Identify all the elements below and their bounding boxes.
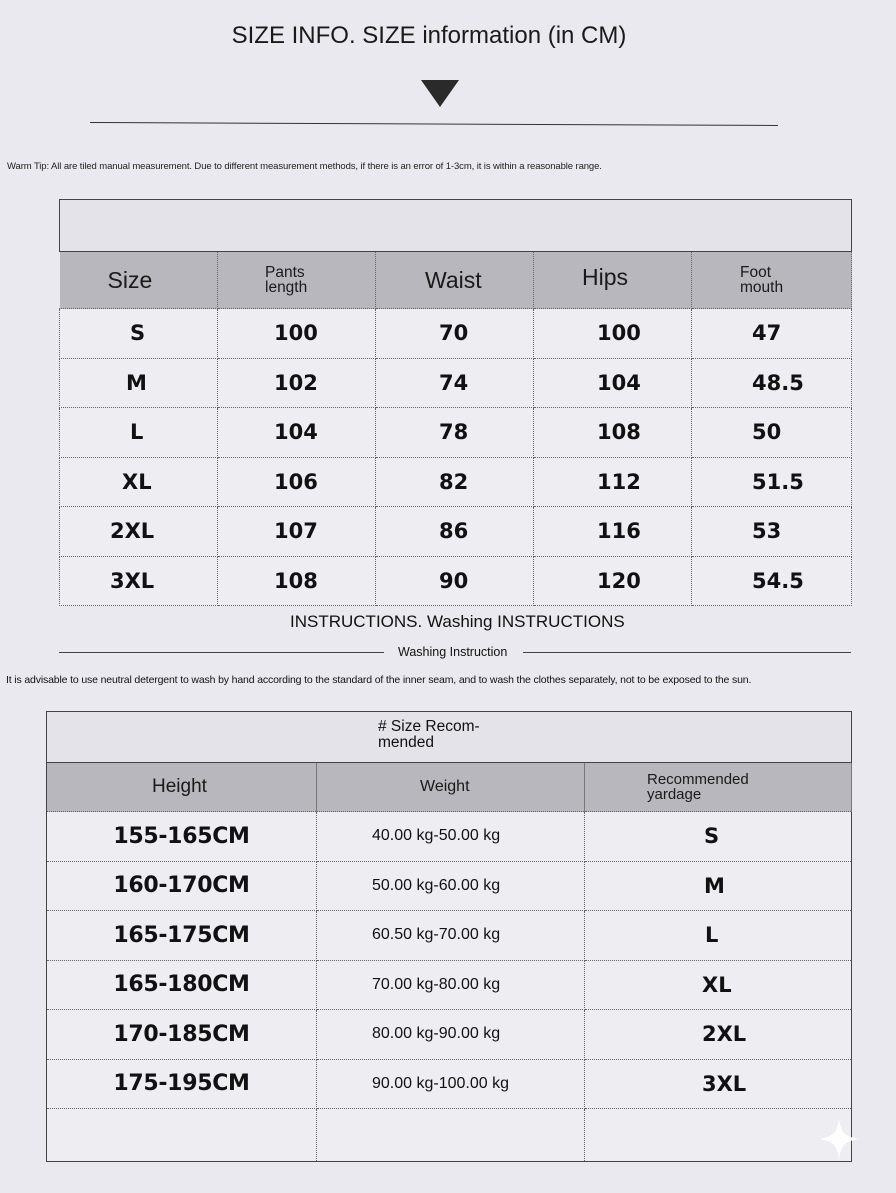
cell-waist: 70 (376, 309, 534, 359)
page-title: SIZE INFO. SIZE information (in CM) (231, 22, 627, 49)
cell-waist: 86 (376, 507, 534, 557)
cell-yardage: 2XL (585, 1010, 852, 1060)
cell-height: 165-180CM (47, 960, 317, 1010)
cell-weight: 60.50 kg-70.00 kg (317, 911, 585, 961)
cell-height: 165-175CM (47, 911, 317, 961)
cell-weight: 80.00 kg-90.00 kg (317, 1010, 585, 1060)
cell-pants-length: 108 (218, 556, 376, 606)
header-foot-mouth: Foot mouth (692, 252, 852, 309)
cell-yardage: M (585, 861, 852, 911)
cell-size: L (60, 408, 218, 458)
cell-hips: 100 (534, 309, 692, 359)
cell-weight: 70.00 kg-80.00 kg (317, 960, 585, 1010)
cell-size: S (60, 309, 218, 359)
cell-size: 3XL (60, 556, 218, 606)
size-table (59, 199, 852, 606)
divider (90, 122, 778, 126)
cell-height: 155-165CM (47, 812, 317, 862)
header-pants-length: Pants length (218, 252, 376, 309)
cell-yardage: XL (585, 960, 852, 1010)
instructions-subtitle: Washing Instruction (398, 645, 508, 659)
cell-pants-length: 104 (218, 408, 376, 458)
cell-foot-mouth: 54.5 (692, 556, 852, 606)
cell-foot-mouth: 50 (692, 408, 852, 458)
cell-size: XL (60, 457, 218, 507)
cell-height: 160-170CM (47, 861, 317, 911)
cell-yardage: S (585, 812, 852, 862)
header-hips: Hips (534, 252, 692, 309)
cell-yardage: 3XL (585, 1059, 852, 1109)
cell-foot-mouth: 53 (692, 507, 852, 557)
size-table-row (60, 556, 852, 606)
size-table-row (60, 358, 852, 408)
recommend-row (47, 861, 852, 911)
cell-pants-length: 102 (218, 358, 376, 408)
cell-weight: 90.00 kg-100.00 kg (317, 1059, 585, 1109)
recommend-row (47, 1059, 852, 1109)
cell-hips: 108 (534, 408, 692, 458)
recommend-row (47, 1010, 852, 1060)
recommend-header (47, 763, 852, 812)
recommend-banner (47, 712, 852, 763)
recommend-row (47, 911, 852, 961)
cell-size: 2XL (60, 507, 218, 557)
size-table-row (60, 457, 852, 507)
recommend-row (47, 812, 852, 862)
cell-pants-length: 107 (218, 507, 376, 557)
recommend-row (47, 960, 852, 1010)
cell-foot-mouth: 51.5 (692, 457, 852, 507)
cell-size: M (60, 358, 218, 408)
header-size: Size (60, 252, 218, 309)
header-waist: Waist (376, 252, 534, 309)
cell-height: 175-195CM (47, 1059, 317, 1109)
divider-left (59, 652, 384, 653)
size-table-banner (60, 200, 852, 252)
header-weight: Weight (317, 763, 585, 812)
header-height: Height (47, 763, 317, 812)
header-yardage: Recommended yardage (585, 763, 852, 812)
cell-waist: 82 (376, 457, 534, 507)
cell-hips: 104 (534, 358, 692, 408)
size-table-row (60, 309, 852, 359)
sparkle-icon (816, 1116, 862, 1162)
cell-pants-length: 106 (218, 457, 376, 507)
size-table-header (60, 252, 852, 309)
recommend-table (46, 711, 852, 1162)
cell-waist: 90 (376, 556, 534, 606)
cell-height: 170-185CM (47, 1010, 317, 1060)
cell-hips: 112 (534, 457, 692, 507)
instructions-text: It is advisable to use neutral detergent to wash by hand according to the standard of the inner seam, and to wash the clothes separately, not to be exposed to the sun. (6, 674, 752, 686)
cell-waist: 78 (376, 408, 534, 458)
recommend-empty-row (47, 1109, 852, 1162)
size-table-row (60, 507, 852, 557)
cell-foot-mouth: 47 (692, 309, 852, 359)
cell-hips: 116 (534, 507, 692, 557)
cell-weight: 40.00 kg-50.00 kg (317, 812, 585, 862)
divider-right (523, 652, 851, 653)
instructions-title: INSTRUCTIONS. Washing INSTRUCTIONS (290, 612, 625, 631)
cell-yardage: L (585, 911, 852, 961)
cell-pants-length: 100 (218, 309, 376, 359)
cell-foot-mouth: 48.5 (692, 358, 852, 408)
recommend-banner-text: # Size Recom- mended (378, 718, 480, 751)
down-triangle-icon (421, 80, 459, 107)
cell-hips: 120 (534, 556, 692, 606)
cell-weight: 50.00 kg-60.00 kg (317, 861, 585, 911)
warm-tip: Warm Tip: All are tiled manual measurement. Due to different measurement methods, if there is an error of 1-3cm, it is within a reasonable range. (7, 161, 602, 172)
cell-waist: 74 (376, 358, 534, 408)
size-table-row (60, 408, 852, 458)
